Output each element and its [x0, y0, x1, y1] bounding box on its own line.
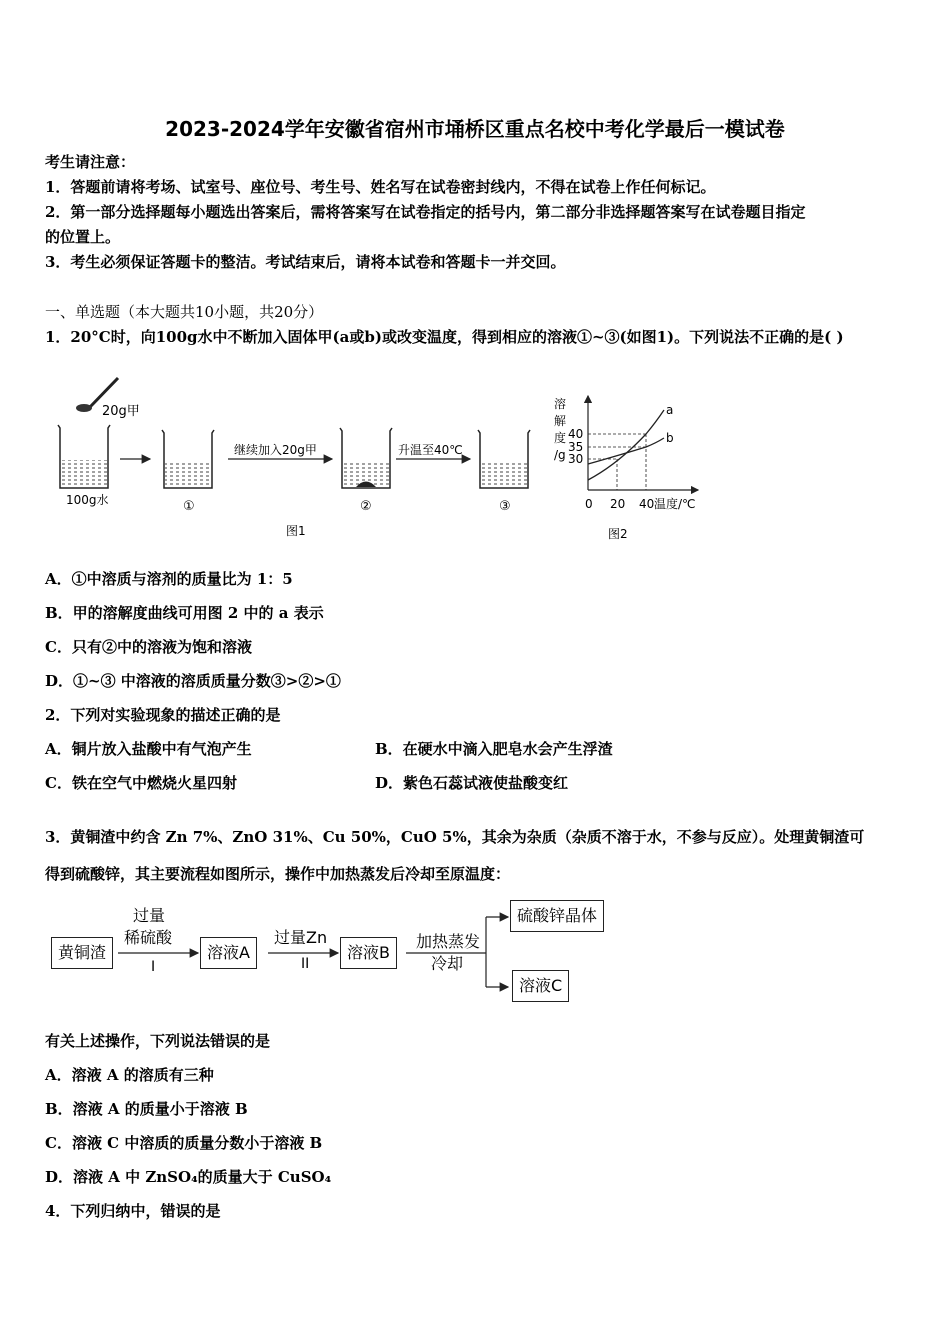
y-tick: 40: [568, 427, 584, 441]
q1-figure-1: [50, 370, 550, 540]
notice-item: 3．考生必须保证答题卡的整洁。考试结束后，请将本试卷和答题卡一并交回。: [45, 253, 566, 271]
beaker-2-label: ②: [360, 499, 372, 514]
q1-option: C．只有②中的溶液为饱和溶液: [45, 638, 252, 656]
page-title: 2023-2024学年安徽省宿州市埇桥区重点名校中考化学最后一模试卷: [165, 117, 785, 141]
q2-option: D．紫色石蕊试液使盐酸变红: [375, 774, 569, 792]
q1-option: A．①中溶质与溶剂的质量比为 1：5: [45, 570, 293, 588]
y-tick: 30: [568, 452, 584, 466]
q2-stem: 2．下列对实验现象的描述正确的是: [45, 706, 281, 724]
step-3-label: 升温至40℃: [398, 443, 463, 457]
beaker-3-label: ③: [499, 499, 511, 514]
curve-b: [588, 438, 664, 464]
y-axis-label: /g: [554, 448, 566, 462]
beaker-icon: [478, 430, 530, 488]
flow-step-2-label: 过量Zn: [274, 928, 328, 947]
y-axis-label: 度: [554, 431, 567, 445]
flow-step-2-number: II: [301, 956, 310, 972]
q2-option: B．在硬水中滴入肥皂水会产生浮渣: [375, 740, 613, 758]
curve-a-label: a: [666, 403, 674, 417]
q2-option: A．铜片放入盐酸中有气泡产生: [45, 740, 252, 758]
figure-2-caption: 图2: [608, 527, 628, 541]
q4-stem: 4．下列归纳中，错误的是: [45, 1202, 221, 1220]
q3-option: D．溶液 A 中 ZnSO₄的质量大于 CuSO₄: [45, 1168, 332, 1186]
x-tick: 20: [610, 497, 626, 511]
figure-1-caption: 图1: [286, 524, 306, 538]
flow-step-1-label: 过量: [133, 906, 166, 925]
q3-stem: 得到硫酸锌，其主要流程如图所示，操作中加热蒸发后冷却至原温度：: [45, 865, 511, 883]
step-2-label: 继续加入20g甲: [234, 443, 317, 457]
q3-option: A．溶液 A 的溶质有三种: [45, 1066, 214, 1084]
x-tick: 0: [585, 497, 593, 511]
x-axis-label: 温度/℃: [654, 497, 696, 511]
q2-option: C．铁在空气中燃烧火星四射: [45, 774, 237, 792]
x-tick: 40: [639, 497, 655, 511]
q3-option: B．溶液 A 的质量小于溶液 B: [45, 1100, 248, 1118]
beaker-icon: [58, 425, 110, 488]
beaker-icon: [340, 428, 392, 488]
y-axis-label: 溶: [554, 397, 567, 411]
section-heading: 一、单选题（本大题共10小题，共20分）: [45, 303, 324, 321]
curve-b-label: b: [666, 431, 674, 445]
flow-node-a: 溶液A: [200, 937, 257, 969]
flow-step-3-label: 冷却: [431, 954, 464, 973]
q1-option: D．①~③ 中溶液的溶质质量分数③>②>①: [45, 672, 341, 690]
y-axis-label: 解: [554, 414, 567, 428]
notice-heading: 考生请注意：: [45, 153, 136, 171]
notice-item: 的位置上。: [45, 228, 121, 246]
notice-item: 1．答题前请将考场、试室号、座位号、考生号、姓名写在试卷密封线内，不得在试卷上作任何标记。: [45, 178, 716, 196]
flow-node-b: 溶液B: [340, 937, 397, 969]
flow-step-1-number: I: [151, 959, 156, 975]
flow-step-3-label: 加热蒸发: [416, 932, 481, 951]
flow-node-start: 黄铜渣: [51, 937, 113, 969]
spoon-label: 20g甲: [102, 404, 140, 419]
curve-a: [588, 410, 664, 480]
flow-node-out2: 溶液C: [512, 970, 569, 1002]
y-tick: 35: [568, 440, 584, 454]
q3-stem: 3．黄铜渣中约含 Zn 7%、ZnO 31%、Cu 50%，CuO 5%，其余为杂质（杂质不溶于水，不参与反应）。处理黄铜渣可: [45, 828, 865, 846]
q1-stem: 1．20°C时，向100g水中不断加入固体甲(a或b)或改变温度，得到相应的溶液①~③(如图1)。下列说法不正确的是( ): [45, 328, 844, 346]
beaker-icon: [162, 430, 214, 488]
flow-step-1-label: 稀硫酸: [124, 928, 173, 947]
flow-node-out1: 硫酸锌晶体: [510, 900, 604, 932]
notice-item: 2．第一部分选择题每小题选出答案后，需将答案写在试卷指定的括号内，第二部分非选择题答案写在试卷题目指定: [45, 203, 806, 221]
beaker-1-label: ①: [183, 499, 195, 514]
q3-question: 有关上述操作，下列说法错误的是: [45, 1032, 271, 1050]
water-label: 100g水: [66, 493, 109, 507]
q1-figure-2: [548, 392, 718, 547]
q3-option: C．溶液 C 中溶质的质量分数小于溶液 B: [45, 1134, 323, 1152]
q1-option: B．甲的溶解度曲线可用图 2 中的 a 表示: [45, 604, 324, 622]
